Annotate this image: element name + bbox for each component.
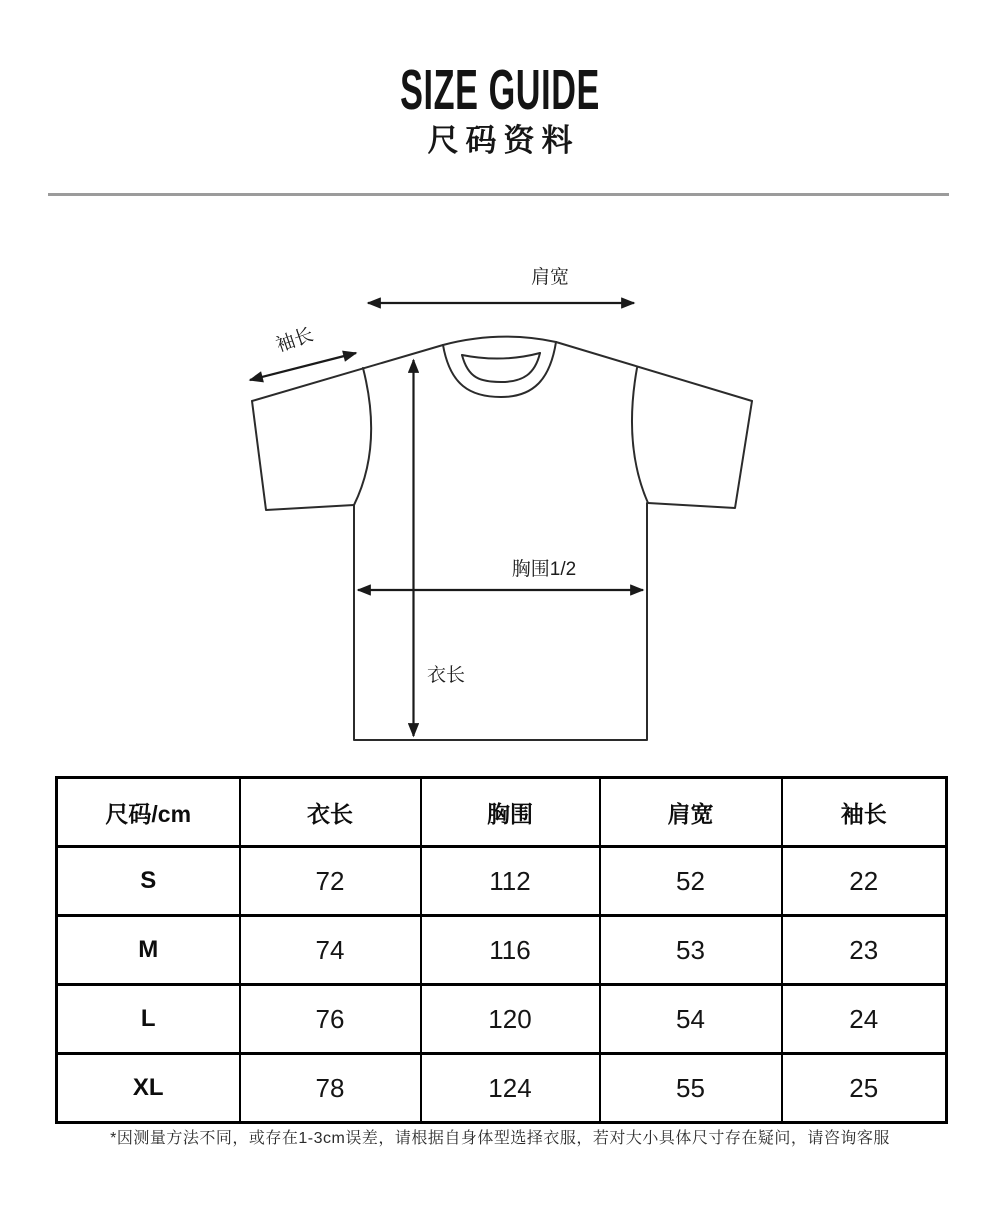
table-row [57, 916, 947, 985]
shoulder-width-label: 肩宽 [530, 267, 569, 288]
table-row [57, 985, 947, 1054]
table-row [57, 847, 947, 916]
column-header-sleeve: 袖长 [782, 778, 947, 847]
column-header-chest: 胸围 [421, 778, 600, 847]
table-row [57, 1054, 947, 1123]
page-subtitle: 尺码资料 [427, 123, 580, 158]
column-header-size: 尺码/cm [57, 778, 240, 847]
sleeve-value: 22 [782, 847, 947, 916]
sleeve-value: 24 [782, 985, 947, 1054]
length-value: 78 [240, 1054, 421, 1123]
shoulder-value: 52 [600, 847, 782, 916]
shoulder-value: 54 [600, 985, 782, 1054]
length-value: 76 [240, 985, 421, 1054]
page-title: SIZE GUIDE [400, 58, 600, 122]
size-table [55, 776, 948, 1124]
shoulder-value: 53 [600, 916, 782, 985]
size-label: XL [57, 1054, 240, 1123]
chest-width-label: 胸围1/2 [511, 559, 577, 580]
size-label: M [57, 916, 240, 985]
sleeve-value: 23 [782, 916, 947, 985]
size-label: L [57, 985, 240, 1054]
sleeve-length-label: 袖长 [273, 324, 317, 357]
column-header-shoulder: 肩宽 [600, 778, 782, 847]
chest-value: 112 [421, 847, 600, 916]
length-value: 74 [240, 916, 421, 985]
chest-value: 120 [421, 985, 600, 1054]
garment-length-label: 衣长 [426, 665, 465, 686]
shoulder-value: 55 [600, 1054, 782, 1123]
sleeve-value: 25 [782, 1054, 947, 1123]
chest-value: 116 [421, 916, 600, 985]
tshirt-outline [252, 337, 752, 740]
table-header-row [57, 778, 947, 847]
length-value: 72 [240, 847, 421, 916]
tshirt-diagram [0, 250, 1000, 760]
chest-value: 124 [421, 1054, 600, 1123]
divider-line [48, 193, 949, 196]
size-label: S [57, 847, 240, 916]
column-header-length: 衣长 [240, 778, 421, 847]
measurement-disclaimer: *因测量方法不同，或存在1-3cm误差，请根据自身体型选择衣服，若对大小具体尺寸存在疑问，请咨询客服 [110, 1130, 890, 1147]
